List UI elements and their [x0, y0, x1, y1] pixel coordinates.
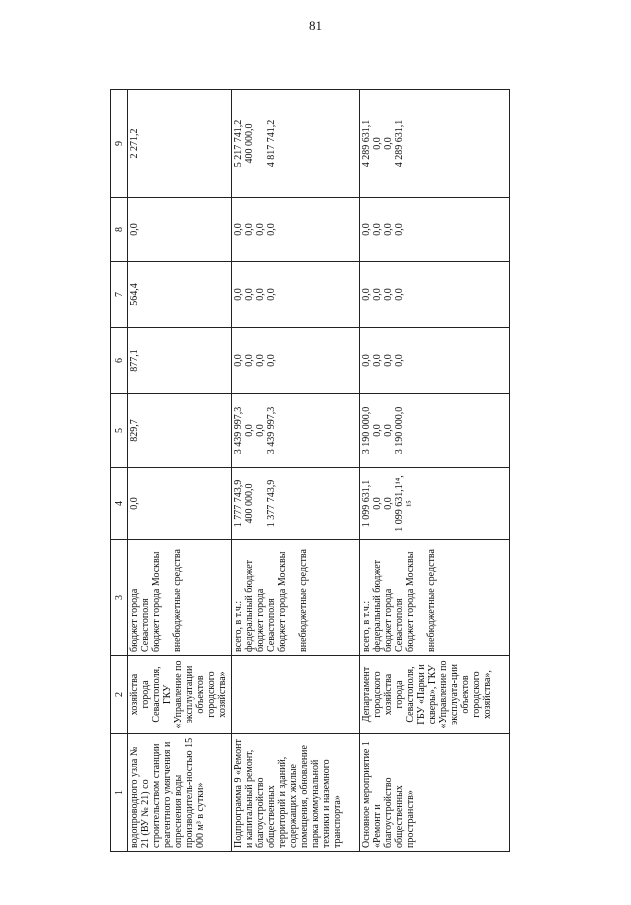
- value-cell: [232, 262, 360, 328]
- rotated-table-container: [110, 90, 510, 852]
- value: 0,0: [244, 354, 255, 367]
- value-cell: 2 271,2: [128, 90, 232, 198]
- value: 4 289 631,1: [361, 119, 372, 168]
- value-cell: [232, 394, 360, 468]
- value: 0,0: [394, 354, 405, 367]
- value: 3 439 997,3: [233, 406, 244, 455]
- col-header-3: 3: [111, 540, 128, 656]
- value-cell: [360, 198, 510, 262]
- rotated-table: [110, 90, 510, 852]
- table-cell: [128, 540, 232, 656]
- value-cell: 877,1: [128, 328, 232, 394]
- table-row: [232, 90, 360, 852]
- value: 1 099 631,1: [361, 479, 372, 528]
- value: 4 817 741,2: [266, 119, 277, 168]
- value: 0,0: [361, 223, 372, 236]
- value: 0,0: [372, 424, 383, 437]
- source-label: всего, в т.ч.:: [233, 600, 244, 652]
- value: [255, 93, 266, 194]
- value-cell: [232, 90, 360, 198]
- value: 3 439 997,3: [266, 406, 277, 455]
- source-label: всего, в т.ч.:: [361, 600, 372, 652]
- value: 0,0: [233, 223, 244, 236]
- source-label: бюджет города Севастополя: [383, 588, 405, 652]
- source-label: бюджет города Севастополя: [129, 588, 151, 652]
- col-header-1: 1: [111, 734, 128, 852]
- value: 5 217 741,2: [233, 119, 244, 168]
- source-label: бюджет города Москвы: [277, 551, 288, 652]
- table-cell: [360, 540, 510, 656]
- value: 3 190 000,0: [361, 406, 372, 455]
- value: 0,0: [255, 288, 266, 301]
- header-row: [111, 90, 128, 852]
- value: 3 190 000,0: [394, 406, 405, 455]
- value-cell: [360, 262, 510, 328]
- value-cell: [360, 468, 510, 540]
- source-label: внебюджетные средства: [172, 549, 183, 652]
- table-row: [128, 90, 232, 852]
- value: 0,0: [266, 354, 277, 367]
- value: 0,0: [233, 354, 244, 367]
- value-cell: [360, 394, 510, 468]
- table-row: [360, 90, 510, 852]
- value: 400 000,0: [244, 123, 255, 164]
- block2-name: Подпрограмма 9 «Ремонт и капитальный ремонт, благоустройство общественных территорий и зданий, содержащих жилые помещения, обновление парка коммунальной техники и наземного транспорта»: [232, 734, 360, 852]
- value-cell: [232, 198, 360, 262]
- value: 0,0: [383, 497, 394, 510]
- value: 1 777 743,9: [233, 479, 244, 528]
- value: 0,0: [372, 288, 383, 301]
- value: 0,0: [394, 223, 405, 236]
- value-cell: 829,7: [128, 394, 232, 468]
- value: 0,0: [361, 288, 372, 301]
- col-header-8: 8: [111, 198, 128, 262]
- financing-table: [110, 89, 510, 852]
- value: 400 000,0: [244, 483, 255, 524]
- block3-name: Основное мероприятие 1 «Ремонт и благоустройство общественных пространств»: [360, 734, 510, 852]
- value-cell: 564,4: [128, 262, 232, 328]
- source-label: внебюджетные средства: [426, 549, 437, 652]
- block1-responsible: хозяйства города Севастополя, ГКУ «Управление по эксплуатации объектов городского хозяйства»: [128, 656, 232, 734]
- value: 0,0: [255, 354, 266, 367]
- col-header-7: 7: [111, 262, 128, 328]
- col-header-9: 9: [111, 90, 128, 198]
- source-label: бюджет города Москвы: [151, 551, 162, 652]
- value: 0,0: [372, 497, 383, 510]
- value: 1 099 631,1¹⁴, ¹⁵: [394, 475, 416, 532]
- value-cell: 0,0: [128, 468, 232, 540]
- value: 4 289 631,1: [394, 119, 405, 168]
- value: 0,0: [372, 137, 383, 150]
- source-label: бюджет города Севастополя: [255, 588, 277, 652]
- col-header-2: 2: [111, 656, 128, 734]
- value-cell: [360, 90, 510, 198]
- value: 0,0: [394, 288, 405, 301]
- block1-name: водопроводного узла № 21 (ВУ № 21) со строительством станции реагентного умягчения и опреснения воды производитель-ностью 15 000 м³ в сутки»: [128, 734, 232, 852]
- source-label: внебюджетные средства: [298, 549, 309, 652]
- value-cell: 0,0: [128, 198, 232, 262]
- block3-responsible: Департамент городского хозяйства города Севастополя, ГБУ «Парки и скверы», ГКУ «Управление по эксплуата-ции объектов городского хозяйства»,: [360, 656, 510, 734]
- col-header-6: 6: [111, 328, 128, 394]
- value: 0,0: [372, 354, 383, 367]
- source-label: федеральный бюджет: [244, 559, 255, 652]
- value: 0,0: [383, 288, 394, 301]
- value: 0,0: [383, 223, 394, 236]
- value: 0,0: [372, 223, 383, 236]
- source-label: бюджет города Москвы: [405, 551, 416, 652]
- value: 0,0: [244, 288, 255, 301]
- source-label: федеральный бюджет: [372, 559, 383, 652]
- value: 0,0: [233, 288, 244, 301]
- value: 0,0: [255, 223, 266, 236]
- value: 0,0: [361, 354, 372, 367]
- value: 0,0: [266, 223, 277, 236]
- page-number: 81: [309, 18, 322, 33]
- value: 0,0: [383, 424, 394, 437]
- block2-responsible: [232, 656, 360, 734]
- value: 0,0: [266, 288, 277, 301]
- value: 0,0: [244, 223, 255, 236]
- value-cell: [232, 328, 360, 394]
- value: [255, 471, 266, 536]
- value-cell: [360, 328, 510, 394]
- table-cell: [232, 540, 360, 656]
- value: 0,0: [255, 424, 266, 437]
- value: 0,0: [244, 424, 255, 437]
- value: 1 377 743,9: [266, 479, 277, 528]
- value: 0,0: [383, 137, 394, 150]
- col-header-5: 5: [111, 394, 128, 468]
- value: 0,0: [383, 354, 394, 367]
- col-header-4: 4: [111, 468, 128, 540]
- value-cell: [232, 468, 360, 540]
